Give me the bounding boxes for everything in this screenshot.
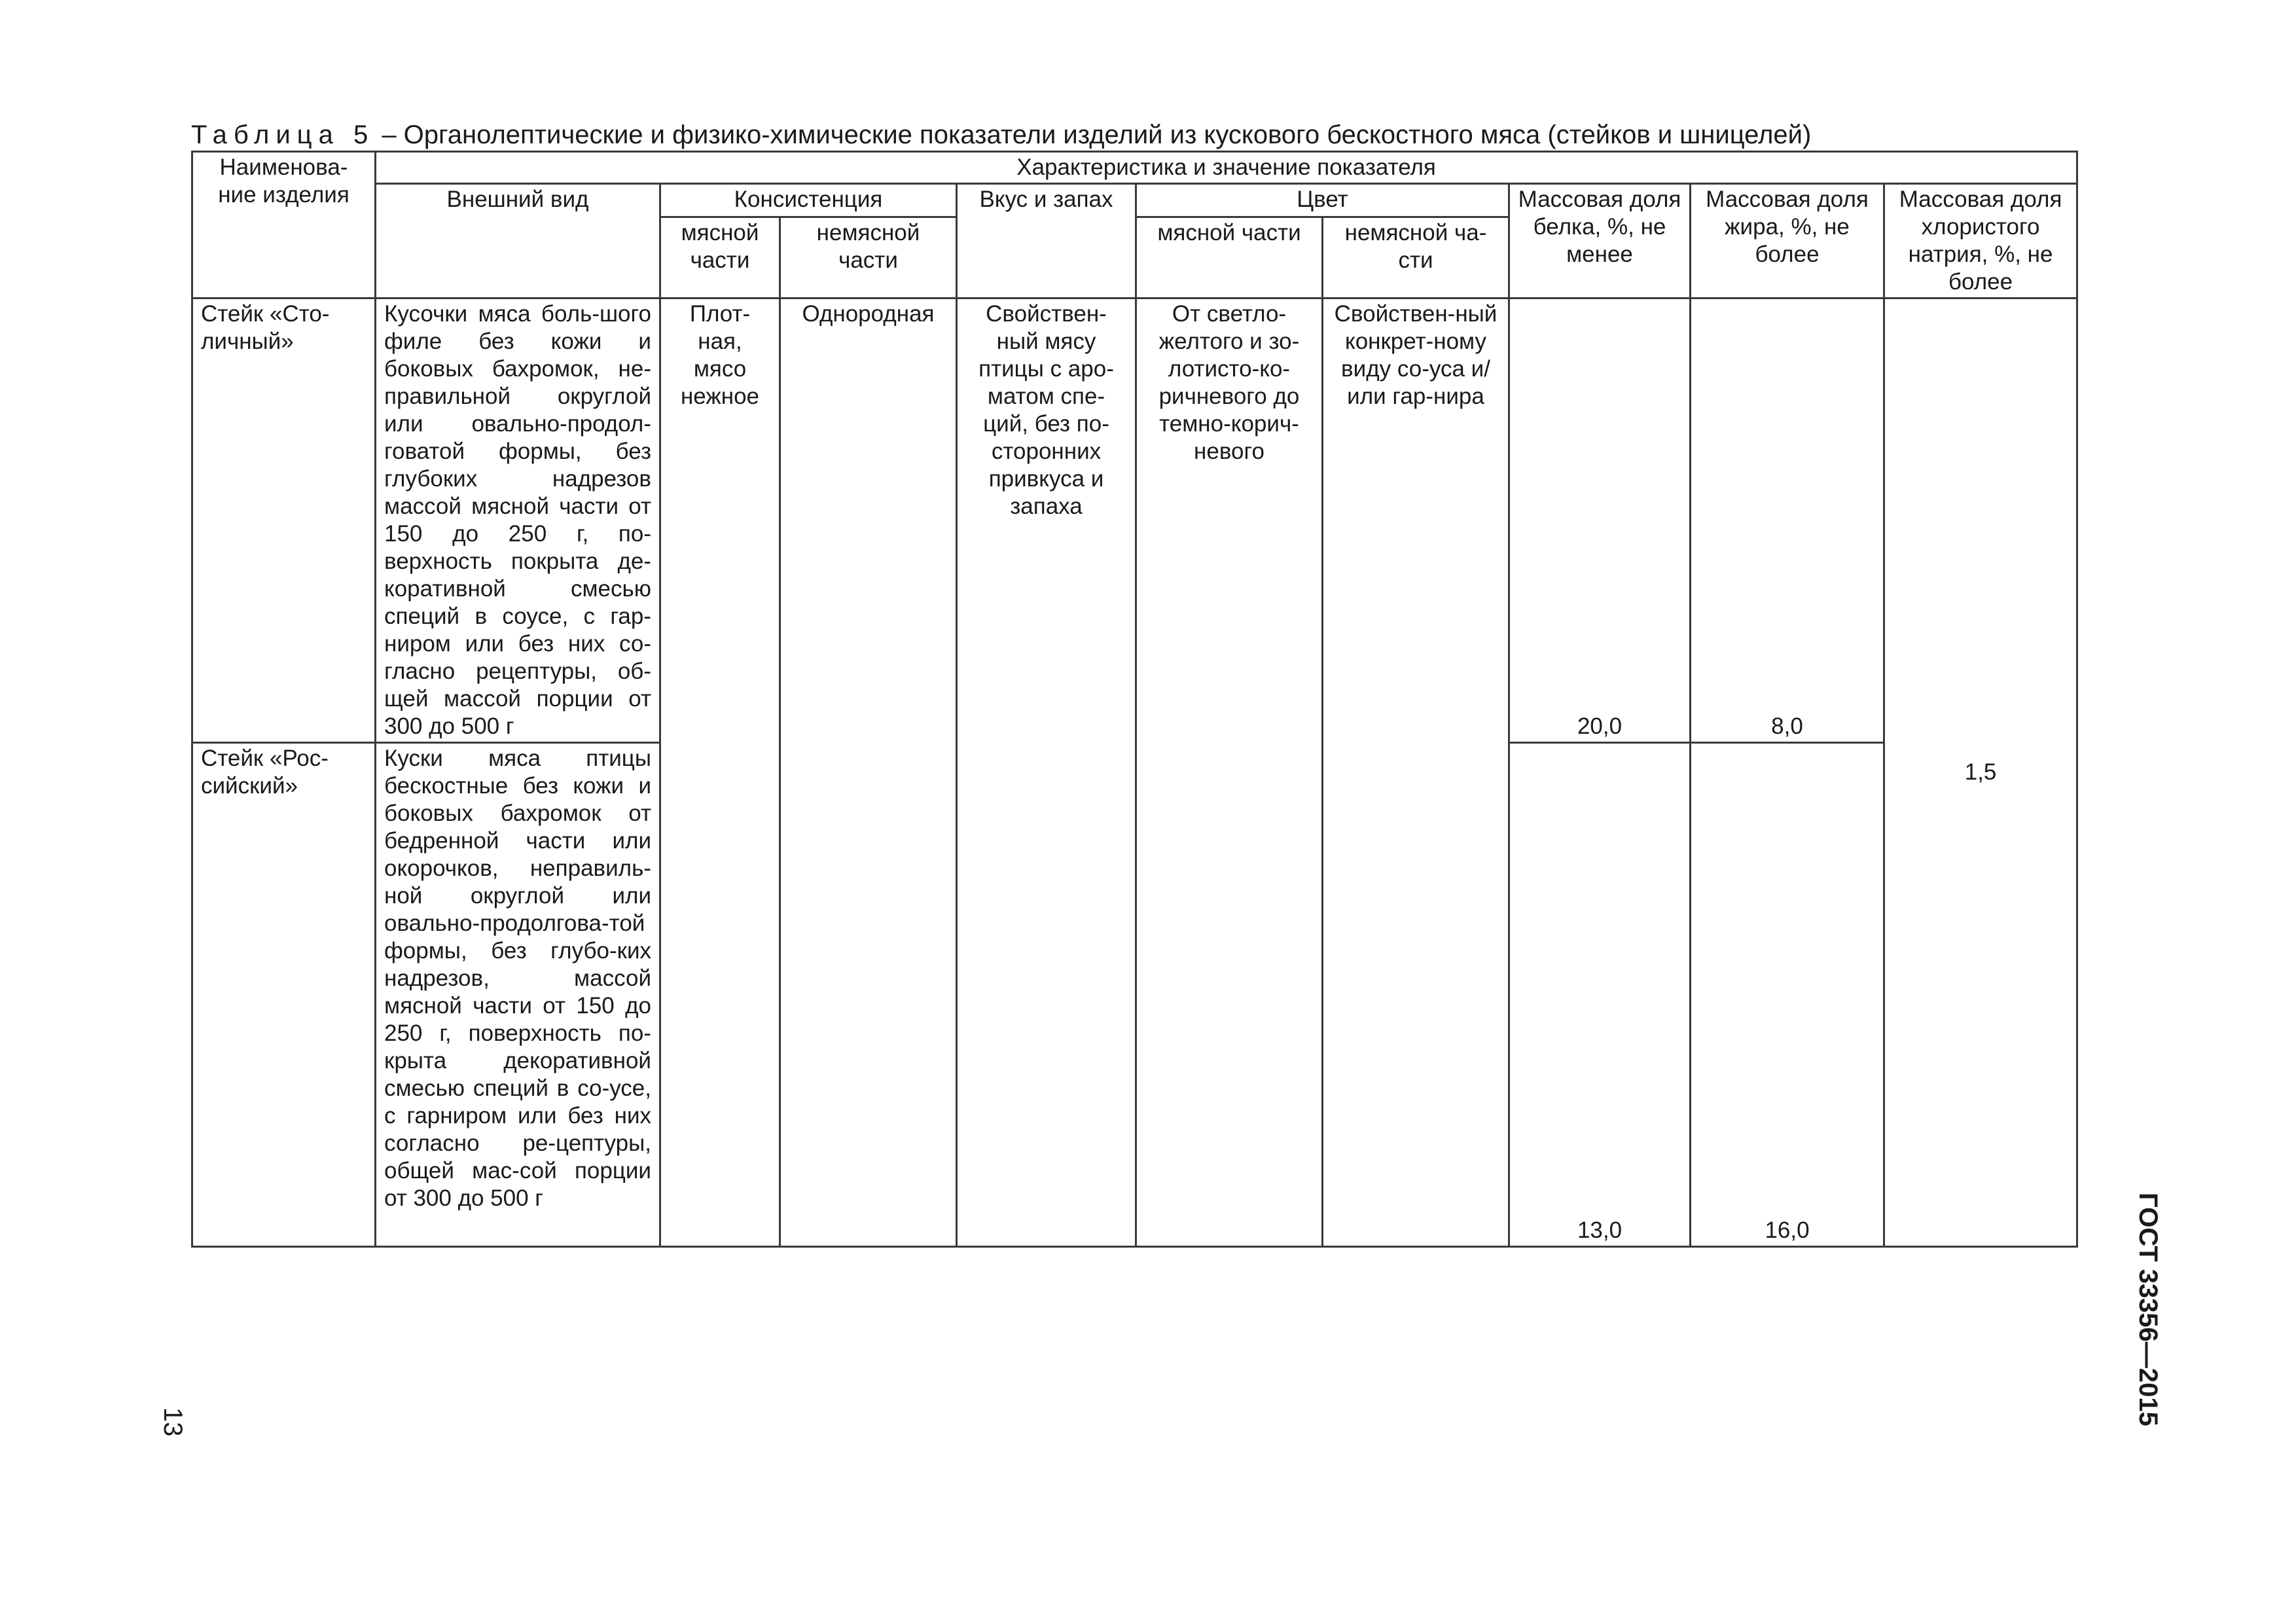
header-consistency-nonmeat: немясной части — [780, 217, 957, 298]
appearance-cell: Куски мяса птицы бескостные без кожи и боковых бахромок от бедренной части или окорочков, неправиль-ной округлой или овально-продолгова-той формы, без глубо-ких надрезов, массой мясной части от 150 до 250 г, поверхность по-крыта декоративной смесью специй в со-усе, с гарниром или без них согласно ре-цептуры, общей мас-сой порции от 300 до 500 г — [376, 743, 660, 1247]
protein-cell: 20,0 — [1509, 298, 1691, 743]
header-fat: Массовая доля жира, %, не более — [1691, 184, 1884, 298]
header-salt: Массовая доля хлористого натрия, %, не более — [1884, 184, 2077, 298]
product-name-cell: Стейк «Сто-личный» — [192, 298, 376, 743]
color-meat-cell: От светло-желтого и зо-лотисто-ко-ричневого до темно-корич-невого — [1136, 298, 1323, 1247]
header-color-meat: мясной части — [1136, 217, 1323, 298]
document-code — [2135, 1193, 2161, 1428]
consistency-meat-cell: Плот-ная, мясо нежное — [660, 298, 780, 1247]
caption-label: Таблица 5 — [191, 120, 375, 149]
page-number-text: 13 — [158, 1407, 187, 1437]
page-number — [160, 1407, 186, 1447]
fat-cell: 8,0 — [1691, 298, 1884, 743]
header-protein: Массовая доля белка, %, не менее — [1509, 184, 1691, 298]
header-characteristics-group: Характеристика и значение показателя — [376, 152, 2077, 184]
table-row — [192, 298, 2077, 743]
header-taste-smell: Вкус и запах — [957, 184, 1136, 298]
table-caption — [191, 119, 1811, 151]
header-consistency-meat: мясной части — [660, 217, 780, 298]
fat-cell: 16,0 — [1691, 743, 1884, 1247]
product-name-cell: Стейк «Рос-сийский» — [192, 743, 376, 1247]
header-color: Цвет — [1136, 184, 1509, 217]
document-code-text: ГОСТ 33356—2015 — [2134, 1193, 2162, 1426]
indicators-table — [191, 151, 2078, 1248]
header-product-name: Наименова-ние изделия — [192, 152, 376, 298]
caption-text: – Органолептические и физико-химические показатели изделий из кускового бескостного мяса (стейков и шницелей) — [374, 120, 1812, 149]
color-nonmeat-cell: Свойствен-ный конкрет-ному виду со-уса и/или гар-нира — [1323, 298, 1509, 1247]
consistency-nonmeat-cell: Однородная — [780, 298, 957, 1247]
header-consistency: Консистенция — [660, 184, 957, 217]
header-color-nonmeat: немясной ча-сти — [1323, 217, 1509, 298]
protein-cell: 13,0 — [1509, 743, 1691, 1247]
header-appearance: Внешний вид — [376, 184, 660, 298]
taste-cell: Свойствен-ный мясу птицы с аро-матом спе-ций, без по-сторонних привкуса и запаха — [957, 298, 1136, 1247]
appearance-cell: Кусочки мяса боль-шого филе без кожи и боковых бахромок, не-правильной округлой или овально-продол-говатой формы, без глубоких надрезов массой мясной части от 150 до 250 г, по-верхность покрыта де-коративной смесью специй в соусе, с гар-ниром или без них со-гласно рецептуры, об-щей массой порции от 300 до 500 г — [376, 298, 660, 743]
salt-cell: 1,5 — [1884, 298, 2077, 1247]
